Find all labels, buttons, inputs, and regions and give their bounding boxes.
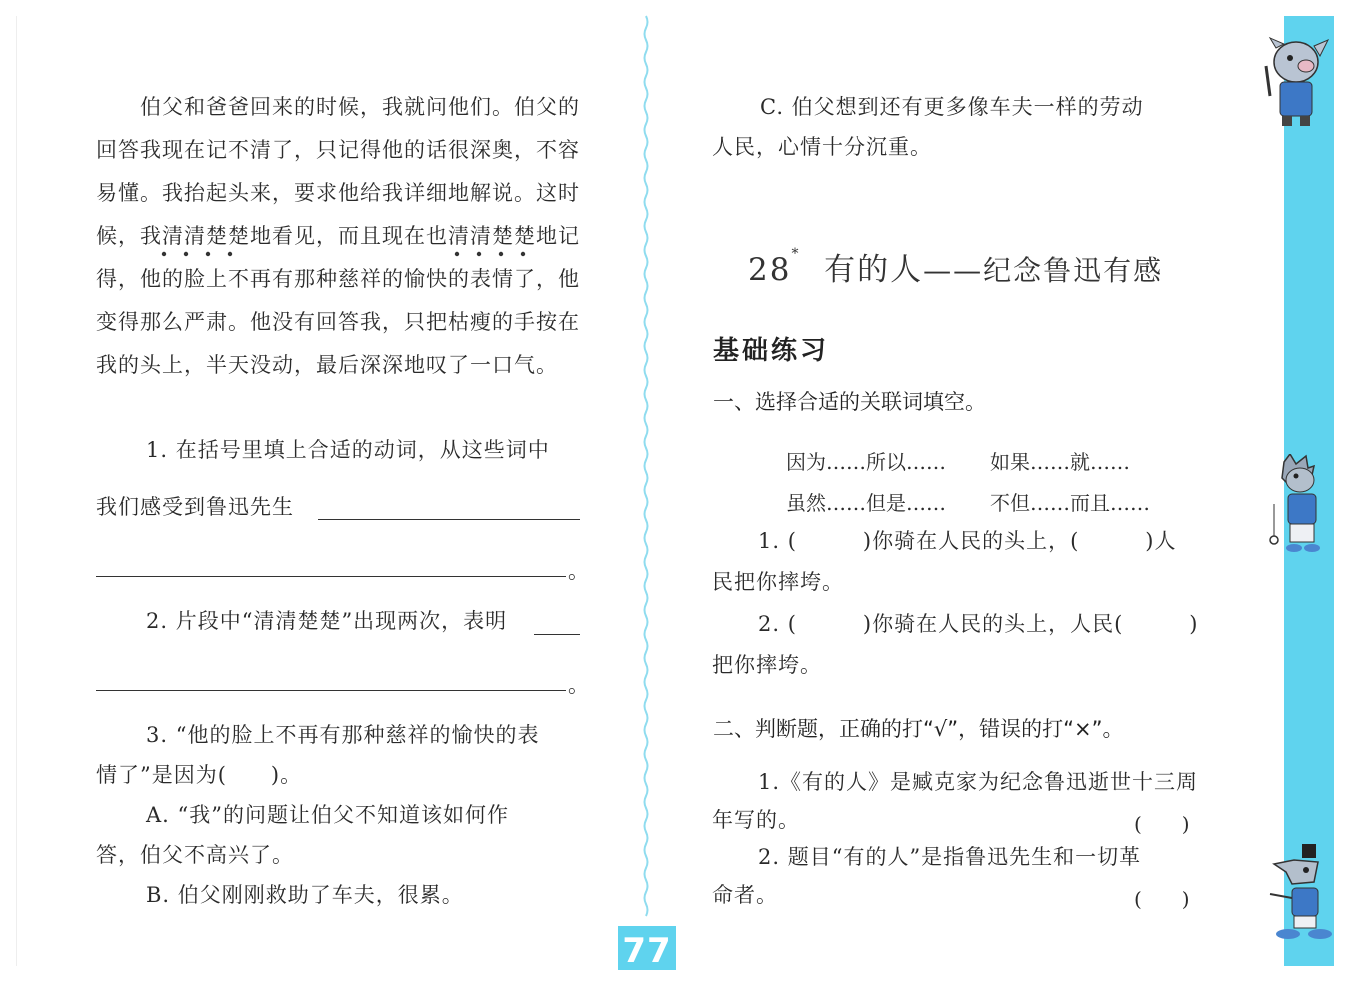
q2-answer-line-2[interactable]	[96, 690, 566, 691]
part1-q1-line-2: 民把你摔垮。	[712, 570, 844, 594]
lesson-mark: *	[791, 246, 801, 262]
conjunction-3: 虽然……但是……	[786, 491, 946, 515]
emphasis-dots	[0, 0, 640, 300]
q2-line-1: 2. 片段中“清清楚楚”出现两次，表明	[146, 609, 508, 633]
fox-cartoon-icon	[1266, 842, 1338, 942]
part1-q1-line-1: 1. ( )你骑在人民的头上，( )人	[758, 529, 1177, 553]
q3-line-1: 3. “他的脸上不再有那种慈祥的愉快的表	[146, 723, 540, 747]
q1-period: 。	[568, 559, 590, 583]
passage-line-6: 变得那么严肃。他没有回答我，只把枯瘦的手按在	[96, 310, 580, 334]
passage-line-3: 易懂。我抬起头来，要求他给我详细地解说。这时	[96, 181, 580, 205]
part2-q1-line-2: 年写的。	[712, 808, 800, 832]
part2-q2-line-2: 命者。	[712, 883, 778, 907]
passage-line-5: 得，他的脸上不再有那种慈祥的愉快的表情了，他	[96, 267, 580, 291]
lesson-title-main: 有的人	[824, 252, 924, 288]
option-c-line-1: C. 伯父想到还有更多像车夫一样的劳动	[760, 95, 1144, 119]
option-a-line-2: 答，伯父不高兴了。	[96, 843, 294, 867]
part1-heading: 一、选择合适的关联词填空。	[713, 390, 986, 414]
conjunction-4: 不但……而且……	[990, 491, 1150, 515]
pig-cartoon-icon	[1256, 36, 1336, 132]
q1-line-1: 1. 在括号里填上合适的动词，从这些词中	[146, 438, 550, 462]
part2-q1-answer[interactable]: ( )	[1134, 812, 1190, 836]
q1-answer-line-2[interactable]	[96, 576, 566, 577]
lesson-number: 28	[748, 252, 792, 288]
passage-line-1: 伯父和爸爸回来的时候，我就问他们。伯父的	[140, 95, 580, 119]
q1-line-2: 我们感受到鲁迅先生	[96, 495, 294, 519]
part2-q2-line-1: 2. 题目“有的人”是指鲁迅先生和一切革	[758, 845, 1142, 869]
lesson-title	[748, 244, 1163, 289]
part2-q2-answer[interactable]: ( )	[1134, 887, 1190, 911]
conjunction-2: 如果……就……	[990, 450, 1130, 474]
passage-line-7: 我的头上，半天没动，最后深深地叹了一口气。	[96, 353, 558, 377]
book-spine	[640, 0, 652, 983]
q3-line-2: 情了”是因为( )。	[96, 763, 303, 787]
lesson-subtitle: ——纪念鲁迅有感	[923, 254, 1164, 287]
part2-q1-line-1: 1.《有的人》是臧克家为纪念鲁迅逝世十三周	[758, 770, 1199, 794]
option-c-line-2: 人民，心情十分沉重。	[712, 135, 932, 159]
option-a-line-1: A. “我”的问题让伯父不知道该如何作	[146, 803, 509, 827]
wolf-cartoon-icon	[1262, 454, 1338, 558]
part2-heading: 二、判断题，正确的打“√”，错误的打“×”。	[713, 717, 1124, 741]
conjunction-1: 因为……所以……	[786, 450, 946, 474]
q2-answer-line-1[interactable]	[534, 634, 580, 635]
passage-line-2: 回答我现在记不清了，只记得他的话很深奥，不容	[96, 138, 580, 162]
part1-q2-line-2: 把你摔垮。	[712, 653, 822, 677]
passage-line-4: 候，我清清楚楚地看见，而且现在也清清楚楚地记	[96, 224, 580, 248]
option-b: B. 伯父刚刚救助了车夫，很累。	[146, 883, 464, 907]
part1-q2-line-1: 2. ( )你骑在人民的头上，人民( )	[758, 612, 1199, 636]
q1-answer-line-1[interactable]	[318, 519, 580, 520]
page-number: 77	[618, 926, 676, 970]
section-title: 基础练习	[713, 336, 830, 366]
q2-period: 。	[568, 673, 590, 697]
